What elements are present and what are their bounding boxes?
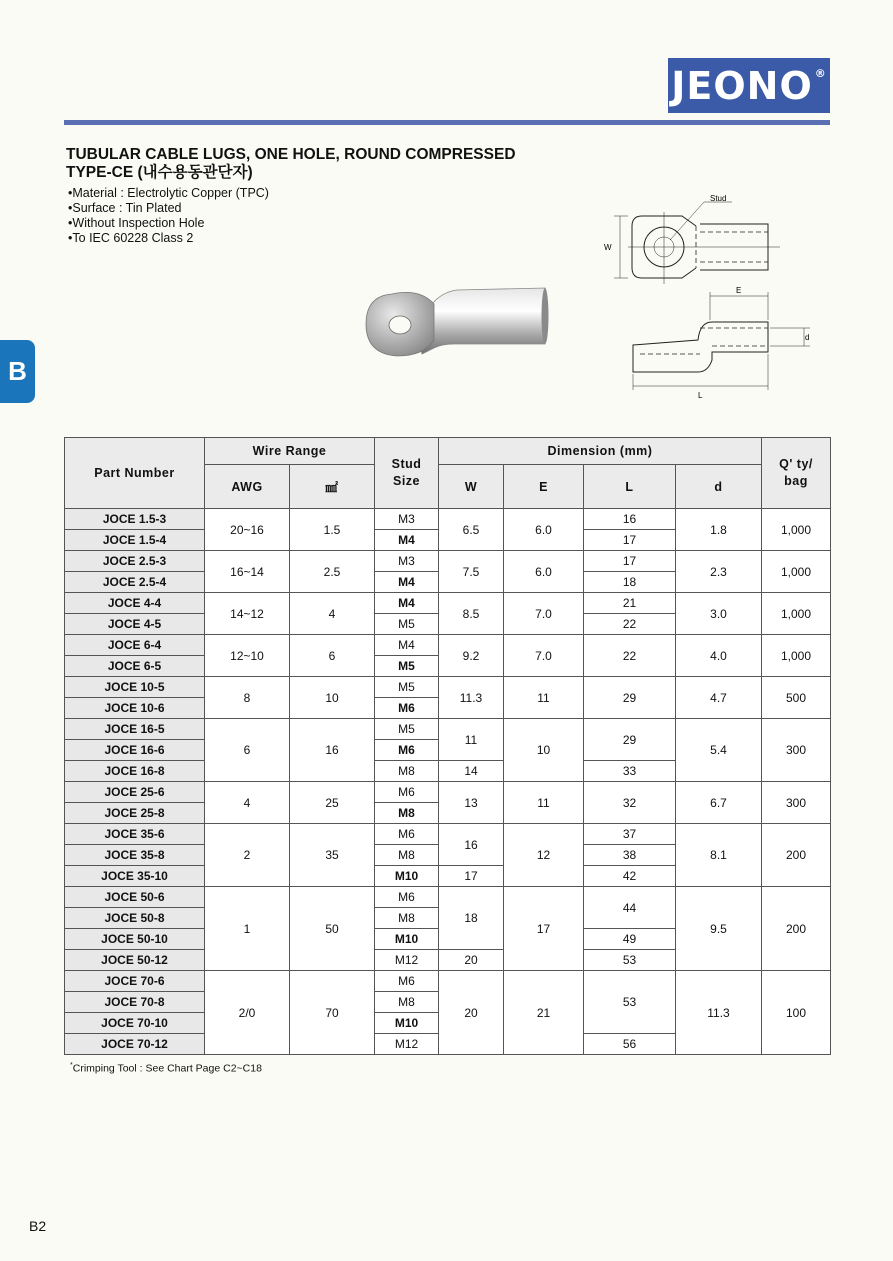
part-number: JOCE 2.5-4: [65, 572, 205, 593]
title-line-1: TUBULAR CABLE LUGS, ONE HOLE, ROUND COMPRESSED: [66, 146, 516, 163]
part-number: JOCE 35-6: [65, 824, 205, 845]
e-cell: 6.0: [504, 551, 584, 593]
stud-label: Stud: [710, 194, 727, 203]
l-cell: 49: [584, 929, 676, 950]
l-cell: 37: [584, 824, 676, 845]
l-cell: 17: [584, 530, 676, 551]
qty-cell: 1,000: [762, 593, 831, 635]
awg-cell: 1: [205, 887, 290, 971]
l-cell: 22: [584, 635, 676, 677]
part-number: JOCE 50-10: [65, 929, 205, 950]
stud-cell: M8: [375, 845, 439, 866]
mm2-cell: 50: [290, 887, 375, 971]
part-number: JOCE 16-5: [65, 719, 205, 740]
w-cell: 7.5: [439, 551, 504, 593]
awg-cell: 6: [205, 719, 290, 782]
table-row: [65, 635, 831, 656]
d-cell: 6.7: [676, 782, 762, 824]
feature-list: [68, 186, 269, 246]
stud-cell: M4: [375, 635, 439, 656]
e-cell: 6.0: [504, 509, 584, 551]
l-cell: 44: [584, 887, 676, 929]
stud-cell: M10: [375, 929, 439, 950]
d-cell: 3.0: [676, 593, 762, 635]
part-number: JOCE 6-5: [65, 656, 205, 677]
awg-cell: 16~14: [205, 551, 290, 593]
header-l: L: [584, 465, 676, 509]
mm2-cell: 2.5: [290, 551, 375, 593]
table-row: [65, 887, 831, 908]
awg-cell: 2: [205, 824, 290, 887]
table-row: [65, 677, 831, 698]
w-cell: 16: [439, 824, 504, 866]
part-number: JOCE 50-6: [65, 887, 205, 908]
d-label: d: [805, 333, 810, 342]
header-dimension: Dimension (mm): [439, 438, 762, 465]
header-stud-size: Stud Size: [375, 438, 439, 509]
dimension-drawing: [600, 192, 815, 404]
qty-cell: 500: [762, 677, 831, 719]
e-cell: 21: [504, 971, 584, 1055]
e-cell: 10: [504, 719, 584, 782]
awg-cell: 12~10: [205, 635, 290, 677]
stud-cell: M6: [375, 740, 439, 761]
l-cell: 38: [584, 845, 676, 866]
stud-cell: M12: [375, 950, 439, 971]
part-number: JOCE 4-4: [65, 593, 205, 614]
stud-cell: M8: [375, 803, 439, 824]
l-label: L: [698, 391, 703, 400]
w-cell: 6.5: [439, 509, 504, 551]
mm2-cell: 1.5: [290, 509, 375, 551]
e-cell: 17: [504, 887, 584, 971]
part-number: JOCE 16-6: [65, 740, 205, 761]
feature-item: • Material : Electrolytic Copper (TPC): [68, 186, 269, 201]
d-cell: 8.1: [676, 824, 762, 887]
w-cell: 9.2: [439, 635, 504, 677]
header-mm2: ㎟: [290, 465, 375, 509]
w-cell: 13: [439, 782, 504, 824]
l-cell: 21: [584, 593, 676, 614]
part-number: JOCE 10-5: [65, 677, 205, 698]
stud-cell: M6: [375, 782, 439, 803]
l-cell: 53: [584, 950, 676, 971]
mm2-cell: 70: [290, 971, 375, 1055]
w-cell: 20: [439, 971, 504, 1055]
w-cell: 20: [439, 950, 504, 971]
stud-cell: M6: [375, 971, 439, 992]
part-number: JOCE 35-10: [65, 866, 205, 887]
qty-cell: 1,000: [762, 509, 831, 551]
header-part-number: Part Number: [65, 438, 205, 509]
l-cell: 17: [584, 551, 676, 572]
d-cell: 9.5: [676, 887, 762, 971]
cable-lug-photo: [362, 282, 552, 362]
part-number: JOCE 2.5-3: [65, 551, 205, 572]
qty-cell: 1,000: [762, 635, 831, 677]
part-number: JOCE 70-10: [65, 1013, 205, 1034]
title-line-2: TYPE-CE (내수용동관단자): [66, 164, 253, 181]
part-number: JOCE 35-8: [65, 845, 205, 866]
w-cell: 8.5: [439, 593, 504, 635]
l-cell: 29: [584, 677, 676, 719]
mm2-cell: 10: [290, 677, 375, 719]
mm2-cell: 6: [290, 635, 375, 677]
e-cell: 11: [504, 782, 584, 824]
e-cell: 7.0: [504, 635, 584, 677]
stud-cell: M3: [375, 509, 439, 530]
qty-cell: 300: [762, 782, 831, 824]
qty-cell: 200: [762, 887, 831, 971]
qty-cell: 300: [762, 719, 831, 782]
table-row: [65, 719, 831, 740]
stud-cell: M6: [375, 887, 439, 908]
table-row: [65, 593, 831, 614]
qty-cell: 100: [762, 971, 831, 1055]
part-number: JOCE 1.5-3: [65, 509, 205, 530]
l-cell: 22: [584, 614, 676, 635]
w-cell: 11: [439, 719, 504, 761]
header-rule: [64, 120, 830, 125]
mm2-cell: 4: [290, 593, 375, 635]
feature-item: • Without Inspection Hole: [68, 216, 269, 231]
table-row: [65, 971, 831, 992]
mm2-cell: 35: [290, 824, 375, 887]
d-cell: 2.3: [676, 551, 762, 593]
e-cell: 11: [504, 677, 584, 719]
l-cell: 42: [584, 866, 676, 887]
header-d: d: [676, 465, 762, 509]
part-number: JOCE 1.5-4: [65, 530, 205, 551]
d-cell: 4.7: [676, 677, 762, 719]
part-number: JOCE 70-12: [65, 1034, 205, 1055]
stud-cell: M4: [375, 572, 439, 593]
awg-cell: 14~12: [205, 593, 290, 635]
table-row: [65, 509, 831, 530]
part-number: JOCE 25-6: [65, 782, 205, 803]
e-cell: 7.0: [504, 593, 584, 635]
w-cell: 11.3: [439, 677, 504, 719]
stud-cell: M8: [375, 908, 439, 929]
l-cell: 16: [584, 509, 676, 530]
table-row: [65, 824, 831, 845]
awg-cell: 8: [205, 677, 290, 719]
qty-cell: 1,000: [762, 551, 831, 593]
stud-cell: M6: [375, 698, 439, 719]
part-number: JOCE 10-6: [65, 698, 205, 719]
part-number: JOCE 70-8: [65, 992, 205, 1013]
l-cell: 32: [584, 782, 676, 824]
page-number: B2: [29, 1218, 47, 1234]
header-e: E: [504, 465, 584, 509]
stud-cell: M4: [375, 593, 439, 614]
qty-cell: 200: [762, 824, 831, 887]
d-cell: 5.4: [676, 719, 762, 782]
l-cell: 18: [584, 572, 676, 593]
header-wire-range: Wire Range: [205, 438, 375, 465]
brand-logo: JEONO ®: [668, 58, 830, 113]
w-cell: 17: [439, 866, 504, 887]
stud-cell: M4: [375, 530, 439, 551]
d-cell: 1.8: [676, 509, 762, 551]
l-cell: 29: [584, 719, 676, 761]
part-number: JOCE 6-4: [65, 635, 205, 656]
stud-cell: M5: [375, 677, 439, 698]
w-label: W: [604, 243, 612, 252]
w-cell: 18: [439, 887, 504, 950]
l-cell: 53: [584, 971, 676, 1034]
spec-table: [64, 437, 831, 1055]
stud-cell: M10: [375, 866, 439, 887]
e-label: E: [736, 286, 742, 295]
stud-cell: M12: [375, 1034, 439, 1055]
l-cell: 56: [584, 1034, 676, 1055]
stud-cell: M5: [375, 614, 439, 635]
header-qty: Q' ty/ bag: [762, 438, 831, 509]
table-row: [65, 551, 831, 572]
feature-item: • Surface : Tin Plated: [68, 201, 269, 216]
l-cell: 33: [584, 761, 676, 782]
part-number: JOCE 50-12: [65, 950, 205, 971]
part-number: JOCE 70-6: [65, 971, 205, 992]
stud-cell: M6: [375, 824, 439, 845]
stud-cell: M8: [375, 992, 439, 1013]
stud-cell: M3: [375, 551, 439, 572]
mm2-cell: 16: [290, 719, 375, 782]
stud-cell: M5: [375, 719, 439, 740]
part-number: JOCE 50-8: [65, 908, 205, 929]
d-cell: 4.0: [676, 635, 762, 677]
table-row: [65, 782, 831, 803]
page-title: [66, 146, 516, 182]
stud-cell: M8: [375, 761, 439, 782]
awg-cell: 2/0: [205, 971, 290, 1055]
awg-cell: 4: [205, 782, 290, 824]
w-cell: 14: [439, 761, 504, 782]
footnote: *Crimping Tool : See Chart Page C2~C18: [70, 1062, 262, 1075]
feature-item: • To IEC 60228 Class 2: [68, 231, 269, 246]
awg-cell: 20~16: [205, 509, 290, 551]
e-cell: 12: [504, 824, 584, 887]
stud-cell: M5: [375, 656, 439, 677]
d-cell: 11.3: [676, 971, 762, 1055]
part-number: JOCE 16-8: [65, 761, 205, 782]
section-tab: B: [0, 340, 35, 403]
part-number: JOCE 4-5: [65, 614, 205, 635]
mm2-cell: 25: [290, 782, 375, 824]
part-number: JOCE 25-8: [65, 803, 205, 824]
header-w: W: [439, 465, 504, 509]
stud-cell: M10: [375, 1013, 439, 1034]
header-awg: AWG: [205, 465, 290, 509]
